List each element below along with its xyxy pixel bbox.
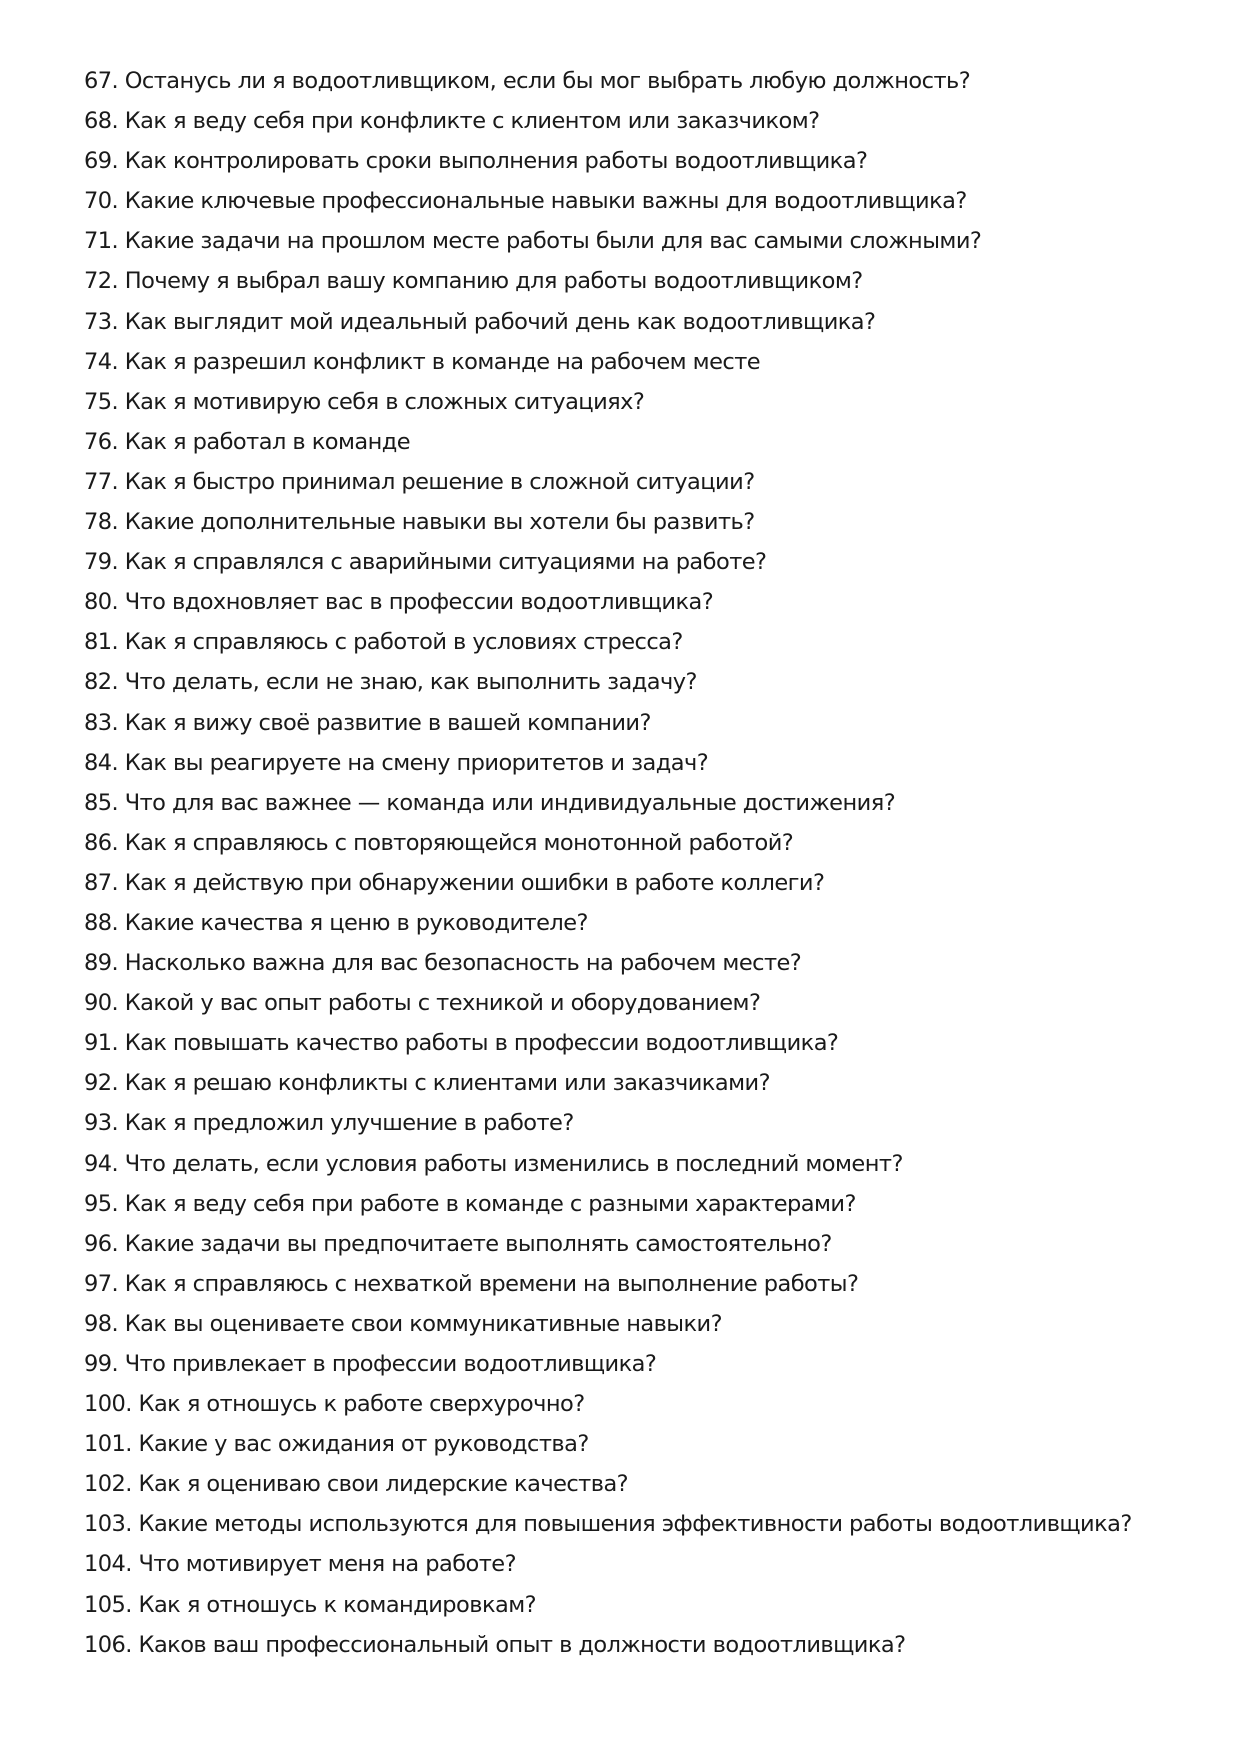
list-item	[84, 582, 1164, 622]
question-number: 71.	[84, 228, 119, 255]
list-item	[84, 863, 1164, 903]
list-item	[84, 1384, 1164, 1424]
question-text: Что делать, если не знаю, как выполнить задачу?	[124, 669, 697, 696]
question-number: 96.	[84, 1230, 119, 1257]
question-number: 78.	[84, 509, 119, 536]
list-item	[84, 1424, 1164, 1464]
question-text: Как вы оцениваете свои коммуникативные навыки?	[124, 1310, 723, 1337]
question-text: Как я решаю конфликты с клиентами или заказчиками?	[124, 1070, 770, 1097]
question-number: 88.	[84, 909, 119, 936]
list-item	[84, 422, 1164, 462]
question-number: 85.	[84, 789, 119, 816]
list-item	[84, 221, 1164, 261]
question-number: 86.	[84, 829, 119, 856]
list-item	[84, 261, 1164, 301]
question-text: Какой у вас опыт работы с техникой и оборудованием?	[124, 990, 761, 1017]
question-number: 92.	[84, 1070, 119, 1097]
question-number: 79.	[84, 549, 119, 576]
question-text: Как я работал в команде	[124, 428, 411, 455]
list-item	[84, 1184, 1164, 1224]
question-number: 75.	[84, 388, 119, 415]
question-list	[84, 61, 1164, 1665]
question-number: 82.	[84, 669, 119, 696]
list-item	[84, 462, 1164, 502]
question-number: 103.	[84, 1511, 132, 1538]
question-number: 95.	[84, 1190, 119, 1217]
question-number: 77.	[84, 468, 119, 495]
question-text: Как я мотивирую себя в сложных ситуациях?	[124, 388, 645, 415]
question-number: 69.	[84, 148, 119, 175]
list-item	[84, 1224, 1164, 1264]
question-text: Как я веду себя при работе в команде с разными характерами?	[124, 1190, 856, 1217]
question-text: Как я вижу своё развитие в вашей компании?	[124, 709, 651, 736]
list-item	[84, 703, 1164, 743]
question-text: Останусь ли я водоотливщиком, если бы мог выбрать любую должность?	[124, 68, 971, 94]
question-text: Какие у вас ожидания от руководства?	[138, 1431, 589, 1458]
list-item	[84, 622, 1164, 662]
question-number: 106.	[84, 1631, 132, 1658]
list-item	[84, 1344, 1164, 1384]
list-item	[84, 943, 1164, 983]
question-number: 101.	[84, 1431, 132, 1458]
list-item	[84, 542, 1164, 582]
list-item	[84, 1144, 1164, 1184]
list-item	[84, 1464, 1164, 1504]
list-item	[84, 61, 1164, 101]
question-number: 72.	[84, 268, 119, 295]
question-text: Насколько важна для вас безопасность на рабочем месте?	[124, 950, 802, 977]
question-number: 68.	[84, 108, 119, 135]
list-item	[84, 101, 1164, 141]
question-text: Какие качества я ценю в руководителе?	[124, 909, 588, 936]
question-number: 100.	[84, 1391, 132, 1418]
question-text: Какие задачи вы предпочитаете выполнять самостоятельно?	[124, 1230, 832, 1257]
question-text: Какие дополнительные навыки вы хотели бы развить?	[124, 509, 755, 536]
list-item	[84, 743, 1164, 783]
list-item	[84, 141, 1164, 181]
list-item	[84, 903, 1164, 943]
question-number: 80.	[84, 589, 119, 616]
question-number: 87.	[84, 869, 119, 896]
question-text: Как я справляюсь с нехваткой времени на выполнение работы?	[124, 1270, 859, 1297]
question-text: Как я отношусь к командировкам?	[138, 1591, 537, 1618]
question-number: 76.	[84, 428, 119, 455]
question-number: 81.	[84, 629, 119, 656]
question-number: 104.	[84, 1551, 132, 1578]
list-item	[84, 783, 1164, 823]
question-text: Какие методы используются для повышения эффективности работы водоотливщика?	[138, 1511, 1132, 1538]
question-text: Как я справляюсь с повторяющейся монотонной работой?	[124, 829, 794, 856]
question-text: Почему я выбрал вашу компанию для работы водоотливщиком?	[124, 268, 863, 295]
question-number: 73.	[84, 308, 119, 335]
question-number: 93.	[84, 1110, 119, 1137]
question-text: Каков ваш профессиональный опыт в должности водоотливщика?	[138, 1631, 906, 1658]
question-text: Как я быстро принимал решение в сложной ситуации?	[124, 468, 755, 495]
list-item	[84, 662, 1164, 702]
list-item	[84, 302, 1164, 342]
question-text: Как я разрешил конфликт в команде на рабочем месте	[124, 348, 761, 375]
list-item	[84, 1023, 1164, 1063]
question-number: 84.	[84, 749, 119, 776]
question-number: 70.	[84, 188, 119, 215]
list-item	[84, 1504, 1164, 1544]
question-number: 89.	[84, 950, 119, 977]
question-text: Как я предложил улучшение в работе?	[124, 1110, 574, 1137]
question-number: 94.	[84, 1150, 119, 1177]
question-text: Как я отношусь к работе сверхурочно?	[138, 1391, 585, 1418]
list-item	[84, 1103, 1164, 1143]
question-text: Как я веду себя при конфликте с клиентом или заказчиком?	[124, 108, 820, 135]
question-text: Что вдохновляет вас в профессии водоотливщика?	[124, 589, 714, 616]
question-text: Что для вас важнее — команда или индивидуальные достижения?	[124, 789, 896, 816]
question-number: 90.	[84, 990, 119, 1017]
question-text: Что привлекает в профессии водоотливщика?	[124, 1351, 657, 1377]
question-text: Как повышать качество работы в профессии водоотливщика?	[124, 1030, 839, 1057]
list-item	[84, 342, 1164, 382]
question-text: Как я действую при обнаружении ошибки в работе коллеги?	[124, 869, 825, 896]
list-item	[84, 1063, 1164, 1103]
question-number: 102.	[84, 1471, 132, 1498]
question-text: Как выглядит мой идеальный рабочий день как водоотливщика?	[124, 308, 876, 335]
question-text: Что делать, если условия работы изменились в последний момент?	[124, 1150, 903, 1177]
list-item	[84, 1264, 1164, 1304]
question-text: Как я справлялся с аварийными ситуациями на работе?	[124, 549, 767, 576]
list-item	[84, 1304, 1164, 1344]
question-number: 83.	[84, 709, 119, 736]
question-text: Какие ключевые профессиональные навыки важны для водоотливщика?	[124, 188, 967, 215]
question-number: 74.	[84, 348, 119, 375]
question-number: 91.	[84, 1030, 119, 1057]
question-text: Как контролировать сроки выполнения работы водоотливщика?	[124, 148, 868, 175]
list-item	[84, 823, 1164, 863]
list-item	[84, 382, 1164, 422]
question-number: 105.	[84, 1591, 132, 1618]
list-item	[84, 1625, 1164, 1665]
list-item	[84, 502, 1164, 542]
question-number: 98.	[84, 1310, 119, 1337]
list-item	[84, 181, 1164, 221]
question-number: 97.	[84, 1270, 119, 1297]
question-text: Как вы реагируете на смену приоритетов и задач?	[124, 749, 709, 776]
question-text: Как я справляюсь с работой в условиях стресса?	[124, 629, 683, 656]
list-item	[84, 1585, 1164, 1625]
question-text: Какие задачи на прошлом месте работы были для вас самыми сложными?	[124, 228, 982, 255]
question-text: Что мотивирует меня на работе?	[138, 1551, 516, 1578]
question-number: 67.	[84, 68, 119, 94]
question-number: 99.	[84, 1351, 119, 1377]
question-text: Как я оцениваю свои лидерские качества?	[138, 1471, 629, 1498]
list-item	[84, 1544, 1164, 1584]
list-item	[84, 983, 1164, 1023]
